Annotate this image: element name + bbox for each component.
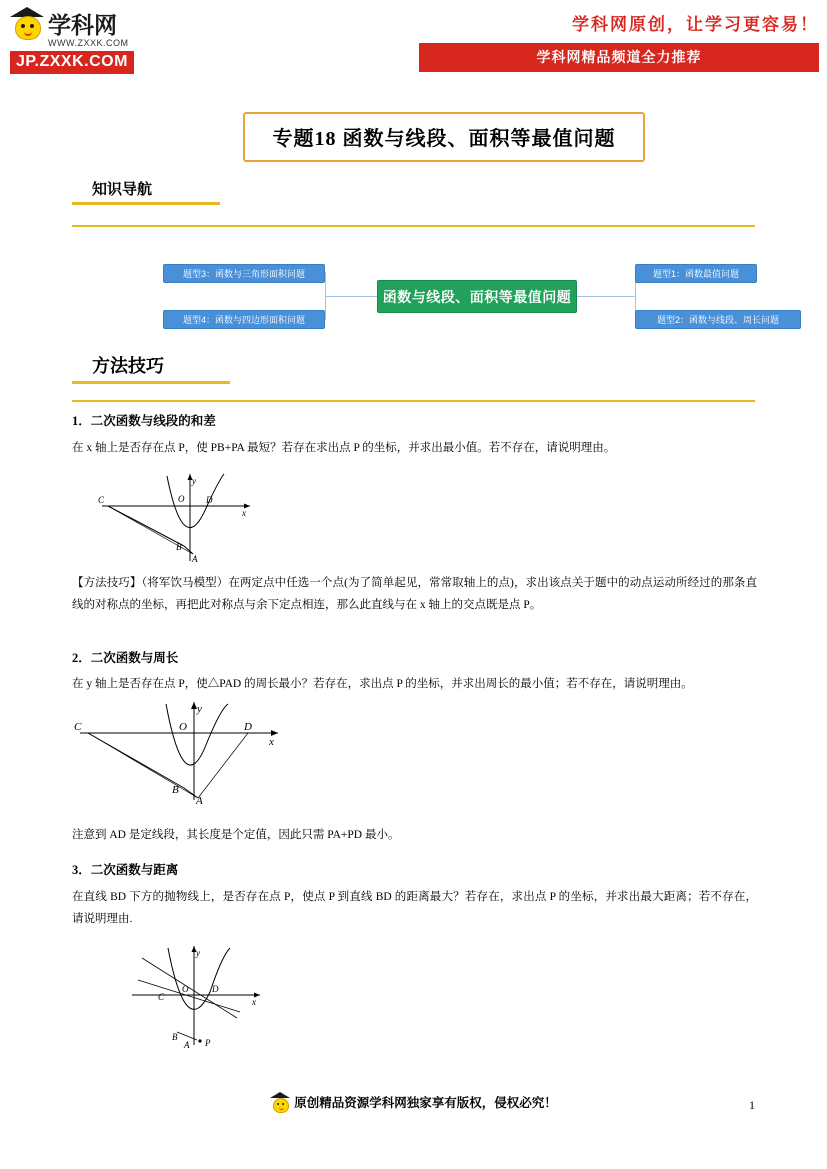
section-knowledge-underline-short (72, 202, 220, 205)
svg-text:O: O (179, 721, 187, 733)
svg-text:D: D (206, 495, 213, 505)
item-2-number: 2． (72, 651, 91, 665)
brand-domain: WWW.ZXXK.COM (48, 38, 129, 48)
section-methods-label: 方法技巧 (92, 356, 164, 376)
section-methods-underline-short (72, 381, 230, 384)
footer-graduate-cap-icon (270, 1092, 290, 1112)
item-1-body: 在 x 轴上是否存在点 P，使 PB+PA 最短？若存在求出点 P 的坐标，并求出最小值。若不存在，请说明理由。 (72, 442, 616, 454)
svg-text:B: B (176, 542, 182, 552)
site-url-badge: JP.ZXXK.COM (10, 51, 134, 74)
logo-row (10, 6, 175, 40)
svg-text:D: D (212, 984, 219, 994)
item-2-body: 在 y 轴上是否存在点 P，使△PAD 的周长最小？若存在，求出点 P 的坐标，并求出周长的最小值；若不存在，请说明理由。 (72, 678, 693, 690)
header-promo-banner: 学科网精品频道全力推荐 (419, 43, 819, 72)
graduate-cap-icon (10, 6, 44, 40)
item-2-title: 二次函数与周长 (90, 651, 179, 665)
item-1-title: 二次函数与线段的和差 (90, 414, 216, 428)
svg-text:B: B (172, 1032, 178, 1042)
svg-text:y: y (197, 703, 202, 715)
svg-text:P: P (205, 1038, 211, 1048)
section-knowledge-label: 知识导航 (92, 182, 153, 198)
mindmap-node-left-1[interactable]: 题型3：函数与三角形面积问题 (163, 264, 325, 283)
page-footer (0, 1092, 827, 1117)
item-3-body: 在直线 BD 下方的抛物线上，是否存在点 P，使点 P 到直线 BD 的距离最大？若存在，求出点 P 的坐标，并求出最大距离；若不存在，请说明理由. (72, 891, 757, 925)
mindmap-node-center[interactable]: 函数与线段、面积等最值问题 (377, 280, 577, 313)
svg-text:O: O (182, 984, 189, 994)
brand-block (10, 6, 175, 74)
item-1-number: 1． (72, 414, 91, 428)
svg-text:B: B (172, 784, 179, 796)
page-title-box (243, 112, 645, 162)
figure-2 (66, 700, 281, 805)
svg-text:y: y (196, 948, 200, 958)
mindmap-connector-left-vert (325, 272, 326, 320)
svg-text:x: x (252, 997, 256, 1007)
mindmap-node-right-1[interactable]: 题型1：函数最值问题 (635, 264, 757, 283)
header-right (399, 10, 819, 72)
svg-text:A: A (192, 554, 198, 564)
svg-text:x: x (242, 508, 246, 518)
mindmap-node-right-2[interactable]: 题型2：函数与线段、周长问题 (635, 310, 801, 329)
item-3-heading (72, 860, 178, 878)
section-methods-underline-long (72, 400, 755, 402)
svg-text:C: C (98, 495, 105, 505)
mindmap-node-left-2[interactable]: 题型4：函数与四边形面积问题 (163, 310, 325, 329)
item-1-note: 【方法技巧】（将军饮马模型）在两定点中任选一个点(为了简单起见，常常取轴上的点)，求出该点关于题中的动点运动所经过的那条直线的对称点的坐标，再把此对称点与余下定点相连，那么此直线与在 x 轴上的交点既是点 P。 (72, 577, 757, 611)
footer-copyright: 原创精品资源学科网独家享有版权，侵权必究！ (294, 1096, 557, 1110)
svg-text:A: A (196, 795, 203, 805)
item-1-heading (72, 411, 216, 429)
svg-text:A: A (184, 1040, 190, 1050)
figure-3 (72, 940, 272, 1050)
section-knowledge-underline-long (72, 225, 755, 227)
svg-text:x: x (269, 736, 274, 748)
svg-text:C: C (158, 992, 165, 1002)
section-knowledge-navigation (72, 178, 755, 227)
page-header (0, 0, 827, 82)
page-number: 1 (749, 1098, 755, 1112)
page-title: 专题18 函数与线段、面积等最值问题 (272, 128, 616, 150)
item-3-number: 3． (72, 863, 91, 877)
svg-text:D: D (244, 721, 252, 733)
item-2-note: 注意到 AD 是定线段，其长度是个定值，因此只需 PA+PD 最小。 (72, 829, 400, 841)
brand-name: 学科网 (48, 11, 117, 38)
svg-text:y: y (192, 476, 196, 486)
mindmap (72, 250, 779, 342)
mindmap-connector-left (325, 296, 377, 297)
mindmap-connector-right (577, 296, 635, 297)
figure-1 (72, 466, 272, 566)
item-2-heading (72, 648, 178, 666)
item-3-title: 二次函数与距离 (90, 863, 179, 877)
section-methods (72, 352, 755, 402)
svg-text:O: O (178, 494, 185, 504)
svg-text:C: C (74, 721, 82, 733)
header-slogan: 学科网原创，让学习更容易！ (572, 15, 819, 34)
